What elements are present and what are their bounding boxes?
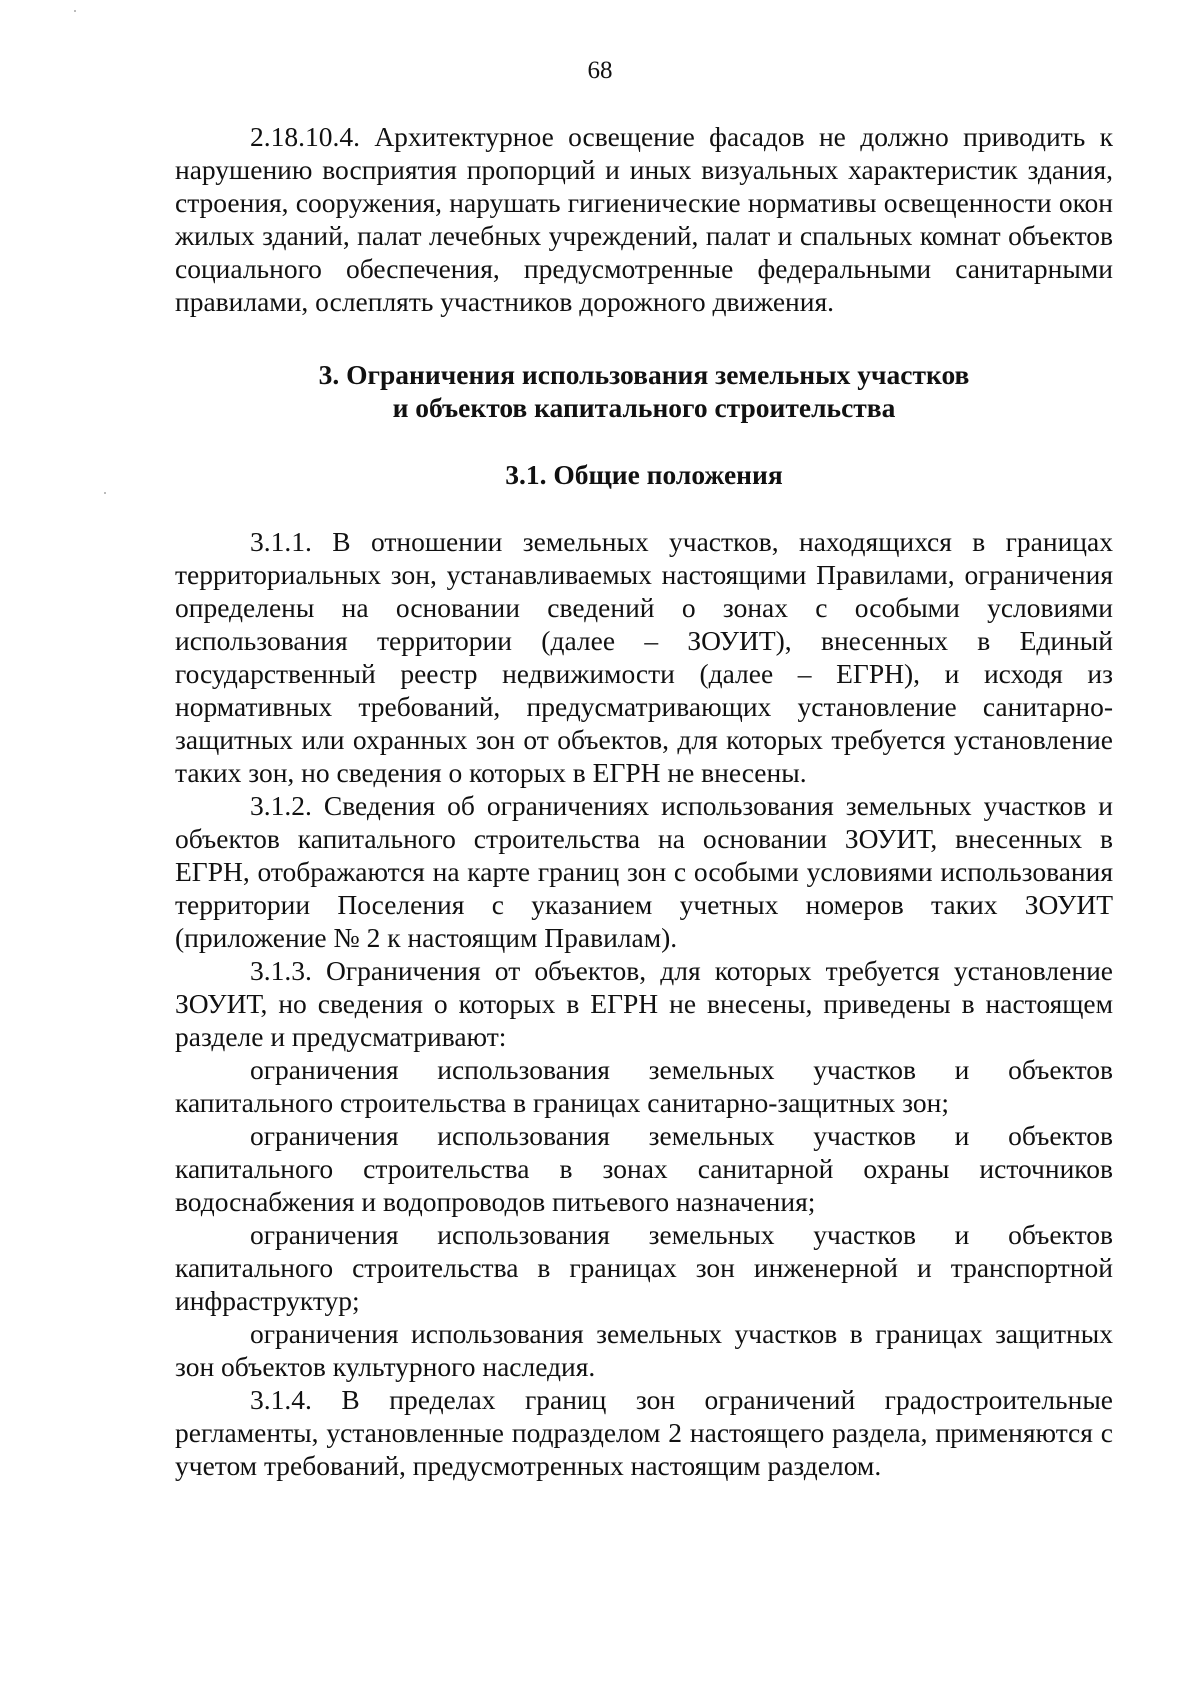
scan-speck [74,10,76,12]
list-item-infrastructure-zones: ограничения использования земельных участков и объектов капитального строительства в границах зон инженерной и транспортной инфраструктур; [175,1219,1113,1316]
document-body [175,120,1113,1482]
subsection-heading: 3.1. Общие положения [505,459,783,490]
scan-speck [104,492,106,494]
paragraph-3-1-4: 3.1.4. В пределах границ зон ограничений градостроительные регламенты, установленные подразделом 2 настоящего раздела, применяются с учетом требований, предусмотренных настоящим разделом. [175,1384,1113,1481]
section-heading-line-1: 3. Ограничения использования земельных участков [318,359,970,390]
list-item-water-protection-zones: ограничения использования земельных участков и объектов капитального строительства в зонах санитарной охраны источников водоснабжения и водопроводов питьевого назначения; [175,1120,1113,1217]
section-heading-line-2: и объектов капитального строительства [392,392,896,423]
list-item-heritage-zones: ограничения использования земельных участков в границах защитных зон объектов культурного наследия. [175,1318,1113,1382]
paragraph-2-18-10-4: 2.18.10.4. Архитектурное освещение фасадов не должно приводить к нарушению восприятия пропорций и иных визуальных характеристик здания, строения, сооружения, нарушать гигиенические нормативы освещенности окон жилых зданий, палат лечебных учреждений, палат и спальных комнат объектов социального обеспечения, предусмотренные федеральными санитарными правилами, ослеплять участников дорожного движения. [175,121,1113,317]
paragraph-3-1-3: 3.1.3. Ограничения от объектов, для которых требуется установление ЗОУИТ, но сведения о которых в ЕГРН не внесены, приведены в настоящем разделе и предусматривают: [175,955,1113,1052]
page-number: 68 [587,57,613,84]
paragraph-3-1-1: 3.1.1. В отношении земельных участков, находящихся в границах территориальных зон, устанавливаемых настоящими Правилами, ограничения определены на основании сведений о зонах с особыми условиями использования территории (далее – ЗОУИТ), внесенных в Единый государственный реестр недвижимости (далее – ЕГРН), и исходя из нормативных требований, предусматривающих установление санитарно-защитных или охранных зон от объектов, для которых требуется установление таких зон, но сведения о которых в ЕГРН не внесены. [175,526,1113,788]
paragraph-3-1-2: 3.1.2. Сведения об ограничениях использования земельных участков и объектов капитального строительства на основании ЗОУИТ, внесенных в ЕГРН, отображаются на карте границ зон с особыми условиями использования территории Поселения с указанием учетных номеров таких ЗОУИТ (приложение № 2 к настоящим Правилам). [175,790,1113,953]
list-item-sanitary-zones: ограничения использования земельных участков и объектов капитального строительства в границах санитарно-защитных зон; [175,1054,1113,1118]
section-heading [175,358,1113,424]
